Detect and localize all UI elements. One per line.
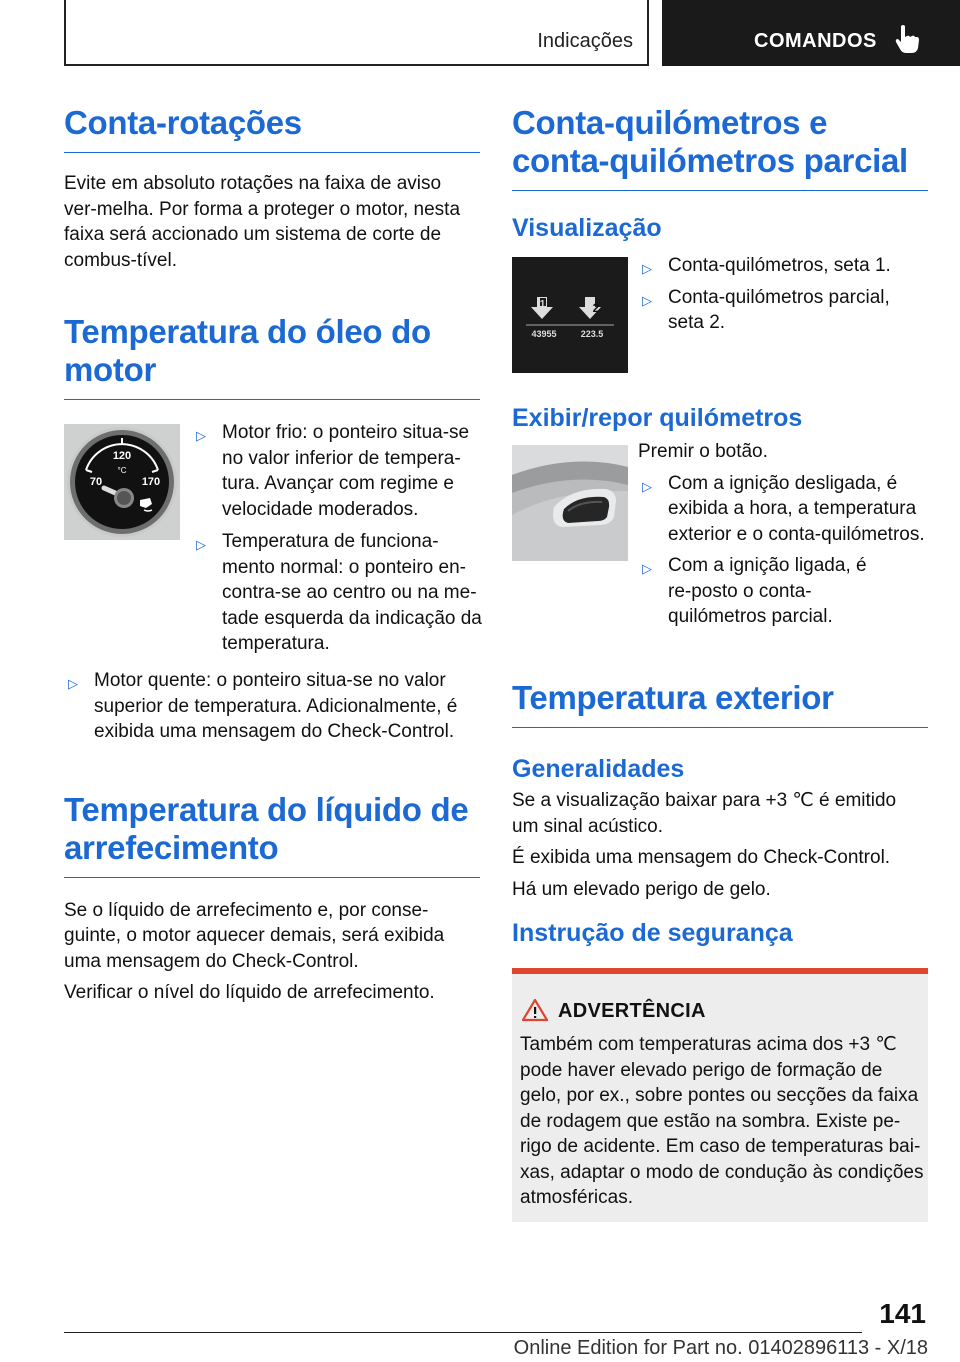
coolant-title-line-1: Temperatura do líquido de bbox=[64, 790, 469, 828]
coolant-text-1: Se o líquido de arrefecimento e, por conse-guinte, o motor aquecer demais, será exibida uma mensagem do Check-Control. bbox=[64, 899, 445, 972]
header-section-label: Indicações bbox=[537, 30, 633, 52]
warning-title: ADVERTÊNCIA bbox=[558, 1000, 706, 1022]
warning-triangle-icon bbox=[522, 998, 548, 1022]
oil-bullet-3-text: Motor quente: o ponteiro situa-se no valor superior de temperatura. Adicionalmente, é exibida uma mensagem do Check-Control. bbox=[94, 670, 458, 742]
oil-temperature-gauge-icon bbox=[64, 424, 180, 540]
oil-bullet-1 bbox=[192, 420, 482, 522]
outside-text-2: É exibida uma mensagem do Check-Control. bbox=[512, 847, 891, 868]
coolant-rule bbox=[64, 877, 480, 878]
bullet-triangle-icon: ▷ bbox=[68, 676, 78, 691]
pointing-hand-icon bbox=[894, 24, 920, 54]
odo-rule bbox=[512, 190, 928, 191]
warning-box bbox=[512, 968, 928, 1222]
odometer-value: 43955 bbox=[531, 329, 557, 339]
odo-title-line-1: Conta-quilómetros e bbox=[512, 104, 828, 141]
oil-title-line-2: motor bbox=[64, 351, 156, 388]
reset-bullet-2-text: Com a ignição ligada, é re-posto o conta-quilómetros parcial. bbox=[668, 555, 867, 627]
reset-bullet-1-text: Com a ignição desligada, é exibida a hora, a temperatura exterior e o conta-quilómetros. bbox=[668, 472, 925, 545]
arrow-1-label: 1 bbox=[539, 299, 546, 310]
right-column bbox=[512, 100, 928, 948]
reset-button-figure bbox=[512, 445, 628, 561]
reset-bullet-2 bbox=[638, 553, 894, 630]
outside-text-3: Há um elevado perigo de gelo. bbox=[512, 878, 771, 900]
footer-rule bbox=[64, 1332, 862, 1333]
oil-title bbox=[64, 313, 480, 389]
display-bullet-1-text: Conta-quilómetros, seta 1. bbox=[668, 255, 891, 276]
odo-title-line-2: conta-quilómetros parcial bbox=[512, 142, 908, 179]
page-number: 141 bbox=[879, 1298, 926, 1329]
reset-button-icon bbox=[512, 445, 628, 561]
rpm-title: Conta-rotações bbox=[64, 104, 302, 141]
rpm-text: Evite em absoluto rotações na faixa de aviso ver-melha. Por forma a proteger o motor, nesta faixa será accionado um sistema de corte de combus-tível. bbox=[64, 173, 461, 271]
rpm-rule bbox=[64, 152, 480, 153]
bullet-triangle-icon: ▷ bbox=[642, 261, 652, 276]
oil-title-line-1: Temperatura do óleo do bbox=[64, 313, 431, 350]
odometer-display-figure bbox=[512, 257, 628, 373]
display-bullet-2 bbox=[638, 285, 898, 336]
footer-edition: Online Edition for Part no. 01402896113 - X/18 bbox=[513, 1337, 928, 1359]
odometer-display-icon bbox=[512, 257, 628, 373]
header-chapter-label: COMANDOS bbox=[754, 30, 877, 52]
bullet-triangle-icon: ▷ bbox=[196, 537, 206, 552]
reset-text: Premir o botão. bbox=[638, 441, 768, 462]
gauge-label-unit: °C bbox=[117, 466, 127, 475]
general-subtitle: Generalidades bbox=[512, 755, 685, 783]
outside-title: Temperatura exterior bbox=[512, 679, 834, 716]
coolant-title-line-2: arrefecimento bbox=[64, 828, 279, 866]
bullet-triangle-icon: ▷ bbox=[196, 428, 206, 443]
oil-bullet-2 bbox=[192, 529, 482, 657]
header-chapter-tab bbox=[662, 0, 960, 66]
oil-bullet-3 bbox=[64, 668, 480, 745]
display-bullet-2-text: Conta-quilómetros parcial, seta 2. bbox=[668, 286, 890, 333]
warning-text: Também com temperaturas acima dos +3 ℃ pode haver elevado perigo de formação de gelo, por ex., sobre pontes ou secções da faixa de rodagem que estão na sombra. Existe pe-rigo de acidente. Em caso de temperaturas bai-xas, adaptar o modo de condução às condições atmosféricas. bbox=[520, 1034, 924, 1208]
oil-rule bbox=[64, 399, 480, 400]
arrow-2-label: 2 bbox=[592, 301, 600, 315]
display-bullet-1 bbox=[638, 253, 930, 279]
oil-bullet-2-text: Temperatura de funciona-mento normal: o ponteiro en-contra-se ao centro ou na me-tade esquerda da indicação da temperatura. bbox=[222, 531, 482, 654]
coolant-text-2: Verificar o nível do líquido de arrefecimento. bbox=[64, 982, 435, 1003]
oil-gauge-figure bbox=[64, 424, 180, 540]
gauge-label-120: 120 bbox=[112, 450, 132, 462]
gauge-label-170: 170 bbox=[141, 476, 161, 488]
display-subtitle: Visualização bbox=[512, 214, 662, 242]
outside-text-1: Se a visualização baixar para +3 ℃ é emitido um sinal acústico. bbox=[512, 790, 897, 837]
coolant-title bbox=[64, 791, 480, 867]
bullet-triangle-icon: ▷ bbox=[642, 478, 652, 494]
odo-title bbox=[512, 104, 928, 180]
oil-bullet-1-text: Motor frio: o ponteiro situa-se no valor inferior de tempera-tura. Avançar com regime e velocidade moderados. bbox=[222, 422, 470, 520]
header-section-tab bbox=[64, 0, 649, 66]
bullet-triangle-icon: ▷ bbox=[642, 292, 652, 308]
gauge-label-70: 70 bbox=[89, 476, 103, 488]
outside-rule bbox=[512, 727, 928, 728]
safety-subtitle: Instrução de segurança bbox=[512, 919, 793, 947]
trip-value: 223.5 bbox=[580, 329, 604, 339]
bullet-triangle-icon: ▷ bbox=[642, 561, 652, 576]
reset-subtitle: Exibir/repor quilómetros bbox=[512, 404, 803, 432]
reset-bullet-1 bbox=[638, 471, 930, 548]
left-column bbox=[64, 100, 480, 1006]
